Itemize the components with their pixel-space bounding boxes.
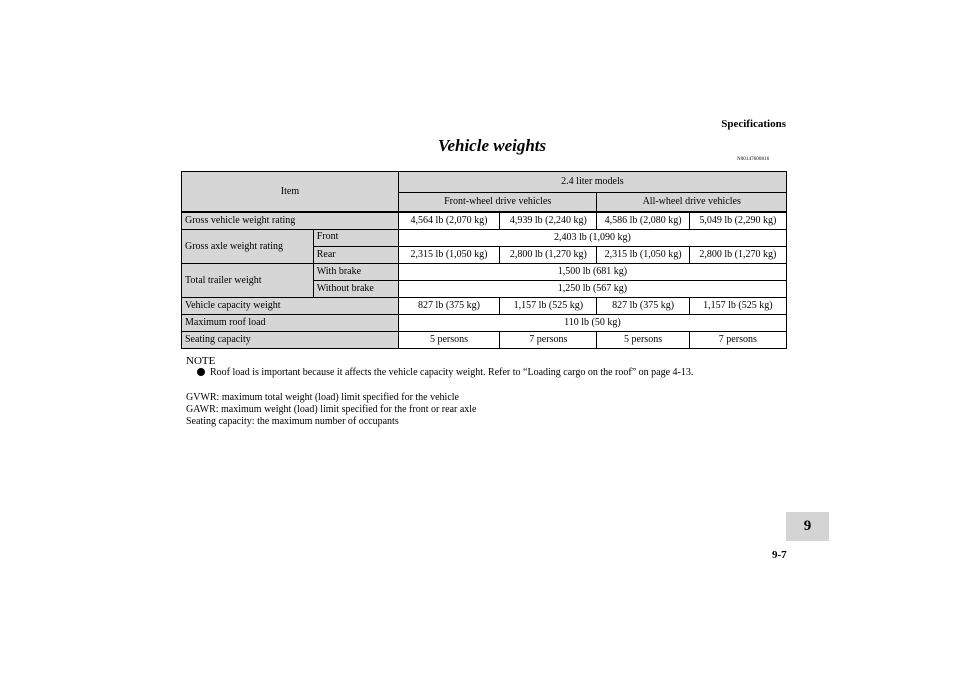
without-brake-label: Without brake [313, 281, 398, 298]
fwd-header: Front-wheel drive vehicles [398, 193, 597, 213]
capacity-value: 827 lb (375 kg) [398, 298, 499, 315]
roof-label: Maximum roof load [182, 315, 399, 332]
gvwr-label: Gross vehicle weight rating [182, 212, 399, 230]
capacity-value: 1,157 lb (525 kg) [500, 298, 597, 315]
gawr-rear-label: Rear [313, 247, 398, 264]
gvwr-value: 4,586 lb (2,080 kg) [597, 212, 689, 230]
gvwr-value: 4,939 lb (2,240 kg) [500, 212, 597, 230]
definitions [186, 392, 477, 428]
capacity-value: 1,157 lb (525 kg) [689, 298, 786, 315]
gvwr-value: 5,049 lb (2,290 kg) [689, 212, 786, 230]
with-brake-label: With brake [313, 264, 398, 281]
seating-label: Seating capacity [182, 332, 399, 349]
table-row [182, 264, 787, 281]
definition-gawr: GAWR: maximum weight (load) limit specified for the front or rear axle [186, 404, 477, 415]
page-title: Vehicle weights [438, 136, 547, 155]
capacity-value: 827 lb (375 kg) [597, 298, 689, 315]
definition-seating: Seating capacity: the maximum number of occupants [186, 416, 399, 427]
gawr-rear-value: 2,315 lb (1,050 kg) [597, 247, 689, 264]
page-number: 9-7 [772, 549, 787, 561]
without-brake-value: 1,250 lb (567 kg) [398, 281, 786, 298]
section-header: Specifications [721, 118, 786, 130]
table-row [182, 298, 787, 315]
chapter-tab: 9 [786, 512, 829, 541]
item-header: Item [182, 172, 399, 213]
gawr-front-label: Front [313, 230, 398, 247]
table-row [182, 315, 787, 332]
seating-value: 5 persons [597, 332, 689, 349]
note-text: Roof load is important because it affects the vehicle capacity weight. Refer to “Loading cargo on the roof” on page 4-13. [210, 367, 694, 378]
vehicle-weights-table [181, 171, 787, 349]
gawr-front-value: 2,403 lb (1,090 kg) [398, 230, 786, 247]
note-item [197, 367, 693, 378]
roof-value: 110 lb (50 kg) [398, 315, 786, 332]
gvwr-value: 4,564 lb (2,070 kg) [398, 212, 499, 230]
trailer-label: Total trailer weight [182, 264, 314, 298]
note-label: NOTE [186, 355, 216, 367]
seating-value: 5 persons [398, 332, 499, 349]
gawr-rear-value: 2,800 lb (1,270 kg) [689, 247, 786, 264]
bullet-icon [197, 368, 205, 376]
table-row [182, 230, 787, 247]
seating-value: 7 persons [689, 332, 786, 349]
capacity-label: Vehicle capacity weight [182, 298, 399, 315]
gawr-label: Gross axle weight rating [182, 230, 314, 264]
table-row [182, 212, 787, 230]
engine-header: 2.4 liter models [398, 172, 786, 193]
table-header-row [182, 172, 787, 193]
awd-header: All-wheel drive vehicles [597, 193, 787, 213]
definition-gvwr: GVWR: maximum total weight (load) limit specified for the vehicle [186, 392, 459, 403]
document-code: N00147600816 [737, 157, 770, 162]
with-brake-value: 1,500 lb (681 kg) [398, 264, 786, 281]
gawr-rear-value: 2,800 lb (1,270 kg) [500, 247, 597, 264]
gawr-rear-value: 2,315 lb (1,050 kg) [398, 247, 499, 264]
table-row [182, 332, 787, 349]
seating-value: 7 persons [500, 332, 597, 349]
